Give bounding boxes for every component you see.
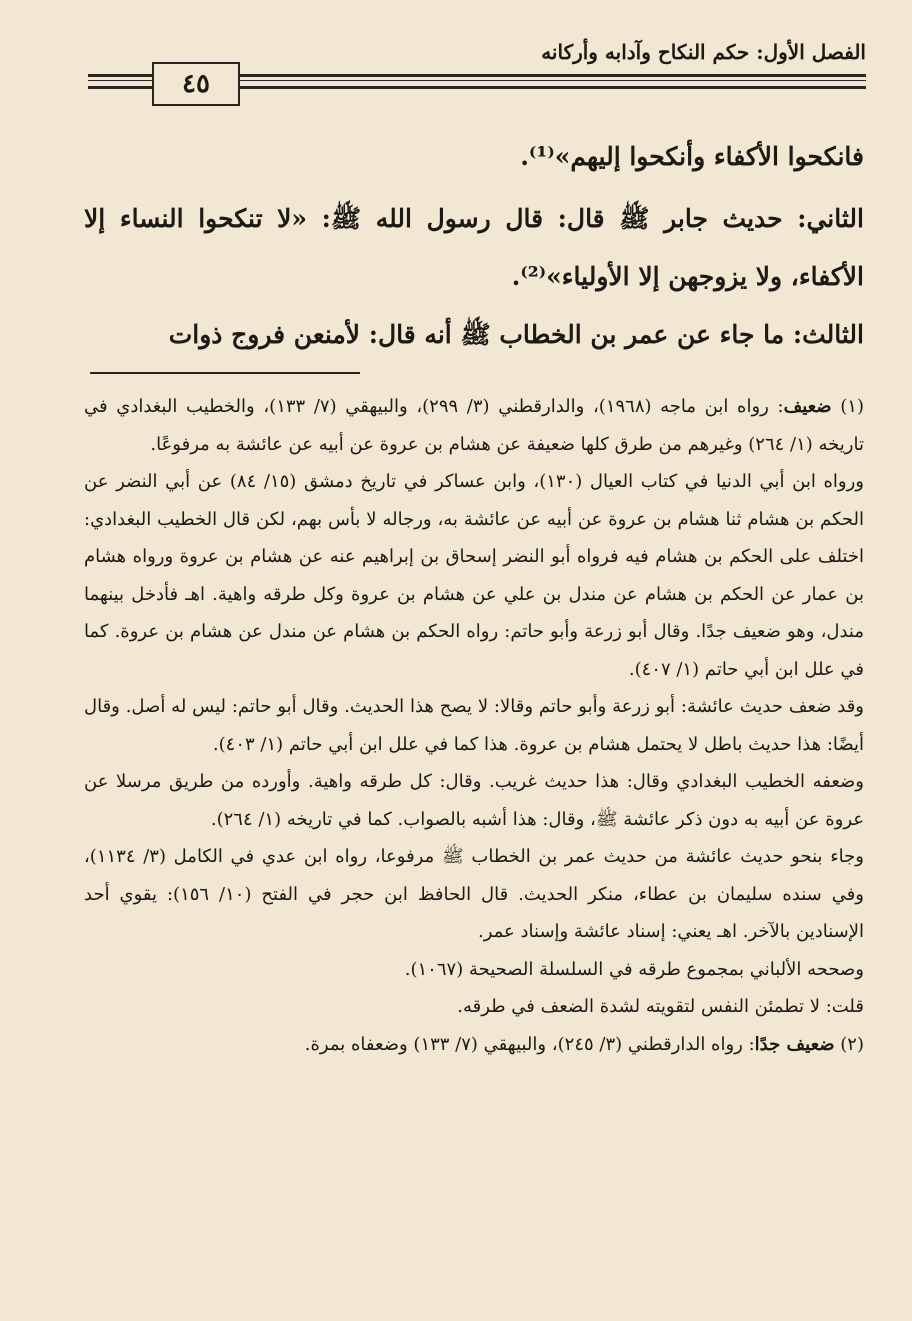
paragraph-2-text: : حديث جابر ﷺ قال: قال رسول الله ﷺ: «لا تنكحوا النساء إلا الأكفاء، ولا يزوجهن إلا الأولياء»⁽²⁾. bbox=[84, 204, 864, 291]
footnote-1-paragraph-3: وقد ضعف حديث عائشة: أبو زرعة وأبو حاتم وقالا: لا يصح هذا الحديث. وقال أبو حاتم: ليس له أصل. وقال أيضًا: هذا حديث باطل لا يحتمل هشام بن عروة. هذا كما في علل ابن أبي حاتم (١/ ٤٠٣). bbox=[84, 696, 864, 755]
footnotes bbox=[84, 388, 864, 1063]
footnote-separator bbox=[90, 372, 360, 374]
footnote-2-text: : رواه الدارقطني (٣/ ٢٤٥)، والبيهقي (٧/ ١٣٣) وضعفاه بمرة. bbox=[304, 1033, 755, 1055]
footnote-2-label: ضعيف جدًا bbox=[754, 1033, 835, 1055]
main-line-1: فانكحوا الأكفاء وأنكحوا إليهم»⁽¹⁾. bbox=[520, 142, 864, 171]
chapter-title: الفصل الأول: حكم النكاح وآدابه وأركانه bbox=[541, 40, 866, 64]
main-paragraph-2 bbox=[84, 190, 864, 306]
main-text bbox=[84, 128, 864, 364]
paragraph-2-label: الثاني bbox=[806, 204, 864, 233]
footnote-1-label: ضعيف bbox=[783, 396, 832, 417]
paragraph-3-label: الثالث bbox=[802, 320, 864, 349]
footnote-1-text: : رواه ابن ماجه (١٩٦٨)، والدارقطني (٣/ ٢٩٩)، والبيهقي (٧/ ١٣٣)، والخطيب البغدادي في تاريخه (١/ ٢٦٤) وغيرهم من طرق كلها ضعيفة عن هشام بن عروة عن أبيه عن عائشة به مرفوعًا. bbox=[84, 396, 864, 455]
footnote-1-paragraph-5: وجاء بنحو حديث عائشة من حديث عمر بن الخطاب ﷺ مرفوعا، رواه ابن عدي في الكامل (٣/ ١١٣٤)، وفي سنده سليمان بن عطاء، منكر الحديث. قال الحافظ ابن حجر في الفتح (١٠/ ١٥٦): يقوي أحد الإسنادين بالآخر. اهـ يعني: إسناد عائشة وإسناد عمر. bbox=[84, 846, 864, 942]
footnote-1-paragraph-7: قلت: لا تطمئن النفس لتقويته لشدة الضعف في طرقه. bbox=[457, 996, 864, 1017]
footnote-2-marker: (٢) bbox=[840, 1033, 864, 1055]
footnote-1-paragraph-2: ورواه ابن أبي الدنيا في كتاب العيال (١٣٠)، وابن عساكر في تاريخ دمشق (١٥/ ٨٤) عن أبي النضر عن الحكم بن هشام ثنا هشام بن عروة عن أبيه عن عائشة به، ورجاله لا بأس بهم، لكن قال الخطيب البغدادي: اختلف على الحكم بن هشام فيه فرواه أبو النضر إسحاق بن إبراهيم عنه عن هشام بن عروة ورواه هشام بن عمار عن الحكم بن هشام عن مندل بن علي عن هشام بن عروة وكل طرقه واهية. اهـ فأدخل بينهما مندل، وهو ضعيف جدًا. وقال أبو زرعة وأبو حاتم: رواه الحكم بن هشام عن مندل عن هشام بن عروة. كما في علل ابن أبي حاتم (١/ ٤٠٧). bbox=[84, 471, 865, 680]
footnote-1 bbox=[84, 388, 864, 463]
footnote-1-paragraph-6: وصححه الألباني بمجموع طرقه في السلسلة الصحيحة (١٠٦٧). bbox=[404, 958, 864, 980]
page-number: ٤٥ bbox=[182, 69, 210, 99]
paragraph-3-text: : ما جاء عن عمر بن الخطاب ﷺ أنه قال: لأمنعن فروج ذوات bbox=[168, 320, 803, 349]
footnote-1-marker: (١) bbox=[840, 396, 864, 417]
footnote-1-paragraph-4: وضعفه الخطيب البغدادي وقال: هذا حديث غريب. وقال: كل طرقه واهية. وأورده من طريق مرسلا عن عروة عن أبيه به دون ذكر عائشة ﷺ، وقال: هذا أشبه بالصواب. كما في تاريخه (١/ ٢٦٤). bbox=[84, 771, 864, 830]
page-header bbox=[88, 28, 866, 114]
main-paragraph-3 bbox=[84, 306, 864, 364]
page-number-box bbox=[152, 62, 240, 106]
footnote-2 bbox=[84, 1026, 864, 1064]
